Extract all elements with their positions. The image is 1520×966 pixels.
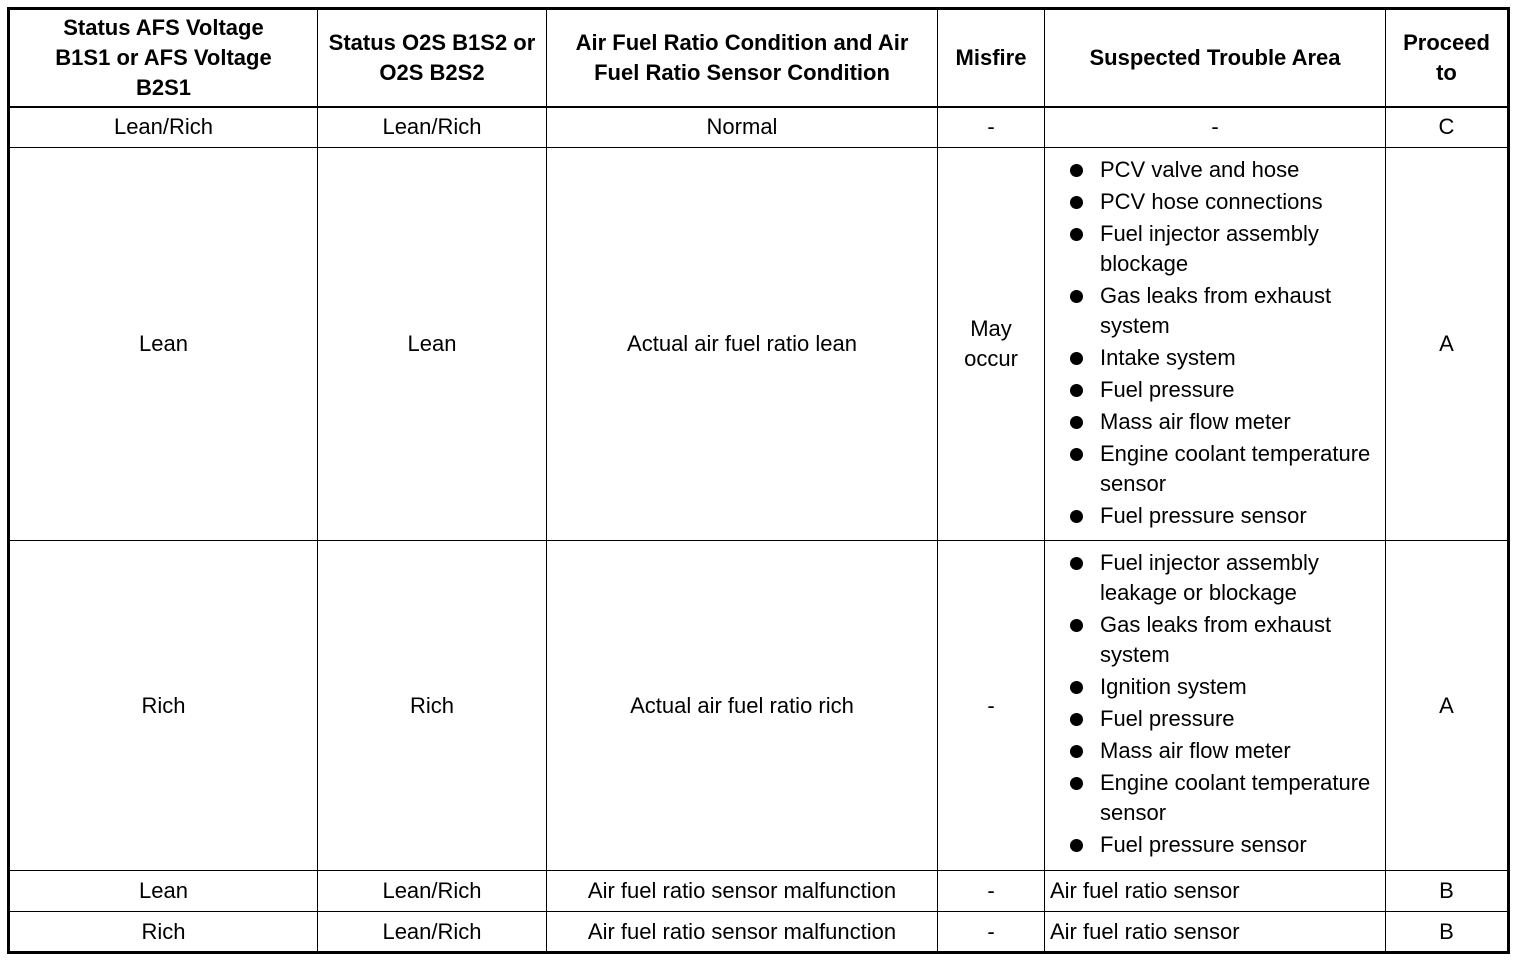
list-item [1100,280,1385,342]
bullet-icon [1070,619,1083,632]
list-item-label: Fuel injector assembly blockage [1100,220,1319,276]
misfire-cell: - [938,107,1045,148]
o2s-status-cell: Lean/Rich [318,871,547,912]
header-row [9,9,1509,107]
list-item [1100,342,1385,374]
proceed-cell: A [1386,148,1509,541]
condition-cell: Normal [547,107,938,148]
list-item [1100,609,1385,671]
list-item [1100,767,1385,829]
trouble-area-list [1045,154,1385,532]
table-row [9,871,1509,912]
proceed-cell: B [1386,871,1509,912]
bullet-icon [1070,384,1083,397]
list-item-label: Fuel pressure sensor [1100,832,1307,857]
trouble-area-cell: Air fuel ratio sensor [1045,871,1386,912]
afs-status-cell: Lean [9,871,318,912]
header-misfire: Misfire [938,9,1045,107]
header-proceed-to: Proceed to [1386,9,1509,107]
list-item-label: Mass air flow meter [1100,408,1291,434]
bullet-icon [1070,196,1083,209]
trouble-area-list [1045,547,1385,861]
table-row [9,148,1509,541]
table-row [9,912,1509,953]
list-item [1100,218,1385,280]
list-item [1100,186,1385,218]
condition-cell: Actual air fuel ratio rich [547,541,938,871]
misfire-cell: - [938,912,1045,953]
condition-cell: Actual air fuel ratio lean [547,148,938,541]
list-item-label: PCV valve and hose [1100,156,1300,182]
list-item-label: Gas leaks from exhaust system [1100,612,1332,667]
misfire-cell: May occur [938,148,1045,541]
bullet-icon [1070,557,1083,570]
header-air-fuel-condition: Air Fuel Ratio Condition and Air Fuel Ratio Sensor Condition [547,9,938,107]
list-item-label: Fuel pressure sensor [1100,502,1307,528]
list-item-label: Engine coolant temperature sensor [1100,770,1371,825]
o2s-status-cell: Lean [318,148,547,541]
o2s-status-cell: Lean/Rich [318,912,547,953]
list-item-label: Engine coolant temperature sensor [1100,440,1371,496]
list-item-label: Ignition system [1100,674,1247,699]
list-item [1100,829,1385,861]
list-item [1100,406,1385,438]
list-item [1100,671,1385,703]
list-item [1100,500,1385,532]
afs-status-cell: Lean [9,148,318,541]
list-item-label: PCV hose connections [1100,188,1323,214]
bullet-icon [1070,839,1083,852]
list-item-label: Intake system [1100,344,1236,370]
misfire-cell: - [938,541,1045,871]
header-o2s-status: Status O2S B1S2 or O2S B2S2 [318,9,547,107]
trouble-area-cell [1045,148,1386,541]
o2s-status-cell: Lean/Rich [318,107,547,148]
bullet-icon [1070,510,1083,523]
header-suspected-trouble-area: Suspected Trouble Area [1045,9,1386,107]
list-item [1100,374,1385,406]
bullet-icon [1070,228,1083,241]
list-item-label: Mass air flow meter [1100,738,1291,763]
table-row [9,541,1509,871]
bullet-icon [1070,164,1083,177]
afs-status-cell: Lean/Rich [9,107,318,148]
list-item-label: Fuel pressure [1100,706,1235,731]
list-item [1100,703,1385,735]
list-item-label: Fuel injector assembly leakage or blockage [1100,550,1319,605]
afs-status-cell: Rich [9,541,318,871]
proceed-cell: B [1386,912,1509,953]
proceed-cell: C [1386,107,1509,148]
bullet-icon [1070,290,1083,303]
bullet-icon [1070,777,1083,790]
list-item-label: Gas leaks from exhaust system [1100,282,1332,338]
bullet-icon [1070,713,1083,726]
bullet-icon [1070,448,1083,461]
bullet-icon [1070,681,1083,694]
list-item-label: Fuel pressure [1100,376,1235,402]
header-afs-status: Status AFS Voltage B1S1 or AFS Voltage B2S1 [9,9,318,107]
proceed-cell: A [1386,541,1509,871]
trouble-area-cell: Air fuel ratio sensor [1045,912,1386,953]
list-item [1100,547,1385,609]
misfire-cell: - [938,871,1045,912]
table-row [9,107,1509,148]
list-item [1100,154,1385,186]
trouble-area-cell: - [1045,107,1386,148]
bullet-icon [1070,416,1083,429]
trouble-area-cell [1045,541,1386,871]
condition-cell: Air fuel ratio sensor malfunction [547,912,938,953]
condition-cell: Air fuel ratio sensor malfunction [547,871,938,912]
bullet-icon [1070,352,1083,365]
list-item [1100,735,1385,767]
diagnostic-table [7,7,1510,954]
bullet-icon [1070,745,1083,758]
afs-status-cell: Rich [9,912,318,953]
list-item [1100,438,1385,500]
o2s-status-cell: Rich [318,541,547,871]
